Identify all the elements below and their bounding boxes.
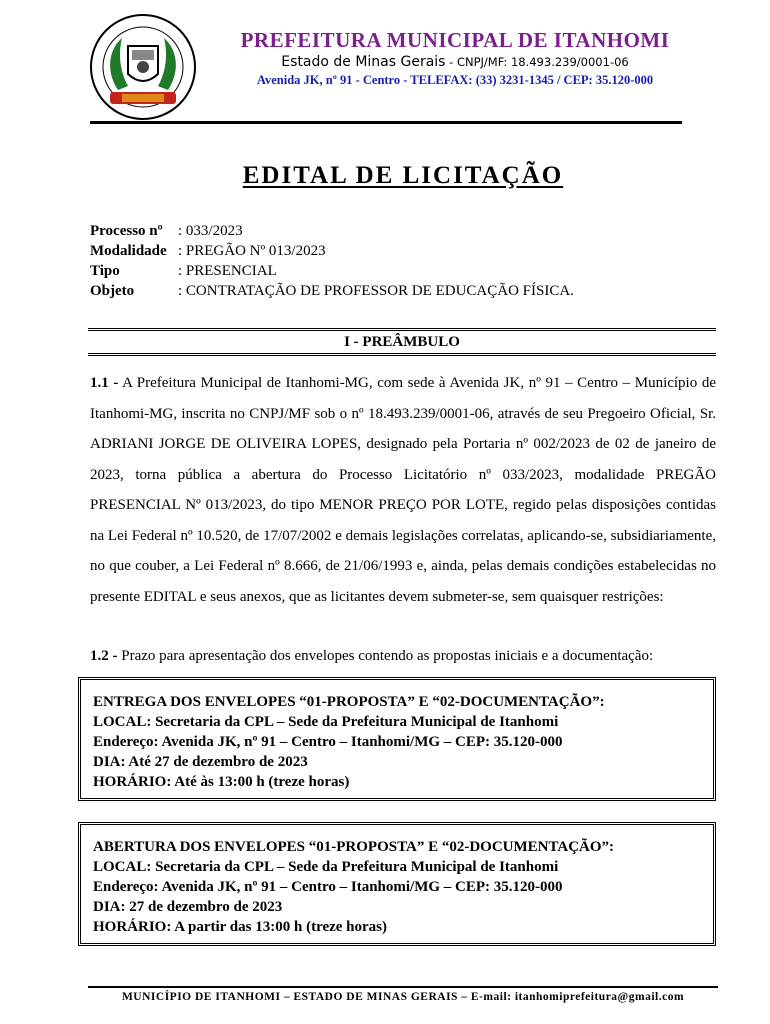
info-row-modalidade (90, 241, 574, 261)
info-value: : PREGÃO Nº 013/2023 (178, 243, 326, 259)
section-heading-preambulo (88, 328, 716, 356)
paragraph-text: Prazo para apresentação dos envelopes contendo as propostas iniciais e a documentação: (117, 648, 654, 664)
envelope-delivery-box (78, 677, 716, 801)
process-info (90, 221, 574, 301)
info-label: Objeto (90, 283, 135, 299)
info-label: Tipo (90, 263, 120, 279)
info-row-tipo (90, 261, 574, 281)
box-line-local: LOCAL: Secretaria da CPL – Sede da Prefeitura Municipal de Itanhomi (93, 714, 559, 730)
paragraph-1-1 (90, 368, 716, 612)
info-value: : CONTRATAÇÃO DE PROFESSOR DE EDUCAÇÃO FÍSICA. (178, 283, 574, 299)
box-line-heading: ABERTURA DOS ENVELOPES “01-PROPOSTA” E “02-DOCUMENTAÇÃO”: (93, 839, 615, 855)
paragraph-number: 1.2 - (90, 648, 118, 664)
info-value: : 033/2023 (178, 223, 243, 239)
paragraph-number: 1.1 - (90, 375, 119, 391)
footer-text: MUNICÍPIO DE ITANHOMI – ESTADO DE MINAS GERAIS – E-mail: itanhomiprefeitura@gmail.com (121, 991, 685, 1003)
header-divider (90, 121, 682, 124)
box-line-time: HORÁRIO: A partir das 13:00 h (treze horas) (93, 919, 388, 935)
document-title: EDITAL DE LICITAÇÃO (242, 162, 564, 189)
paragraph-text: A Prefeitura Municipal de Itanhomi-MG, com sede à Avenida JK, nº 91 – Centro – Município de Itanhomi-MG, inscrita no CNPJ/MF sob o nº 18.493.239/0001-06, através de seu Pregoeiro Oficial, Sr. ADRIANI JORGE DE OLIVEIRA LOPES, designado pela Portaria nº 002/2023 de 02 de janeiro de 2023, torna pública a abertura do Processo Licitatório nº 033/2023, modalidade PREGÃO PRESENCIAL Nº 013/2023, do tipo MENOR PREÇO POR LOTE, regido pelas disposições contidas na Lei Federal nº 10.520, de 17/07/2002 e demais legislações correlatas, aplicando-se, subsidiariamente, no que couber, a Lei Federal nº 8.666, de 21/06/1993 e, ainda, pelas demais condições estabelecidas no presente EDITAL e seus anexos, que as licitantes devem submeter-se, sem quaisquer restrições: (90, 375, 716, 605)
box-line-time: HORÁRIO: Até às 13:00 h (treze horas) (93, 774, 350, 790)
footer-divider (88, 986, 718, 988)
header-state (200, 54, 710, 70)
box-line-address: Endereço: Avenida JK, nº 91 – Centro – Itanhomi/MG – CEP: 35.120-000 (93, 734, 563, 750)
box-line-local: LOCAL: Secretaria da CPL – Sede da Prefeitura Municipal de Itanhomi (93, 859, 559, 875)
info-row-processo (90, 221, 574, 241)
envelope-opening-box (78, 822, 716, 946)
info-label: Processo nº (90, 223, 163, 239)
info-value: : PRESENCIAL (178, 263, 277, 279)
info-label: Modalidade (90, 243, 167, 259)
paragraph-1-2 (90, 645, 716, 667)
header-state-name: Estado de Minas Gerais (281, 54, 446, 70)
municipal-coat-of-arms-icon (88, 12, 198, 122)
header-title: PREFEITURA MUNICIPAL DE ITANHOMI (240, 28, 670, 52)
box-line-heading: ENTREGA DOS ENVELOPES “01-PROPOSTA” E “02-DOCUMENTAÇÃO”: (93, 694, 605, 710)
box-line-date: DIA: 27 de dezembro de 2023 (93, 899, 283, 915)
section-title: I - PREÂMBULO (344, 333, 460, 350)
box-line-address: Endereço: Avenida JK, nº 91 – Centro – Itanhomi/MG – CEP: 35.120-000 (93, 879, 563, 895)
info-row-objeto (90, 281, 574, 301)
header-cnpj: - CNPJ/MF: 18.493.239/0001-06 (445, 55, 629, 69)
header-address: Avenida JK, nº 91 - Centro - TELEFAX: (33) 3231-1345 / CEP: 35.120-000 (256, 73, 654, 87)
box-line-date: DIA: Até 27 de dezembro de 2023 (93, 754, 308, 770)
